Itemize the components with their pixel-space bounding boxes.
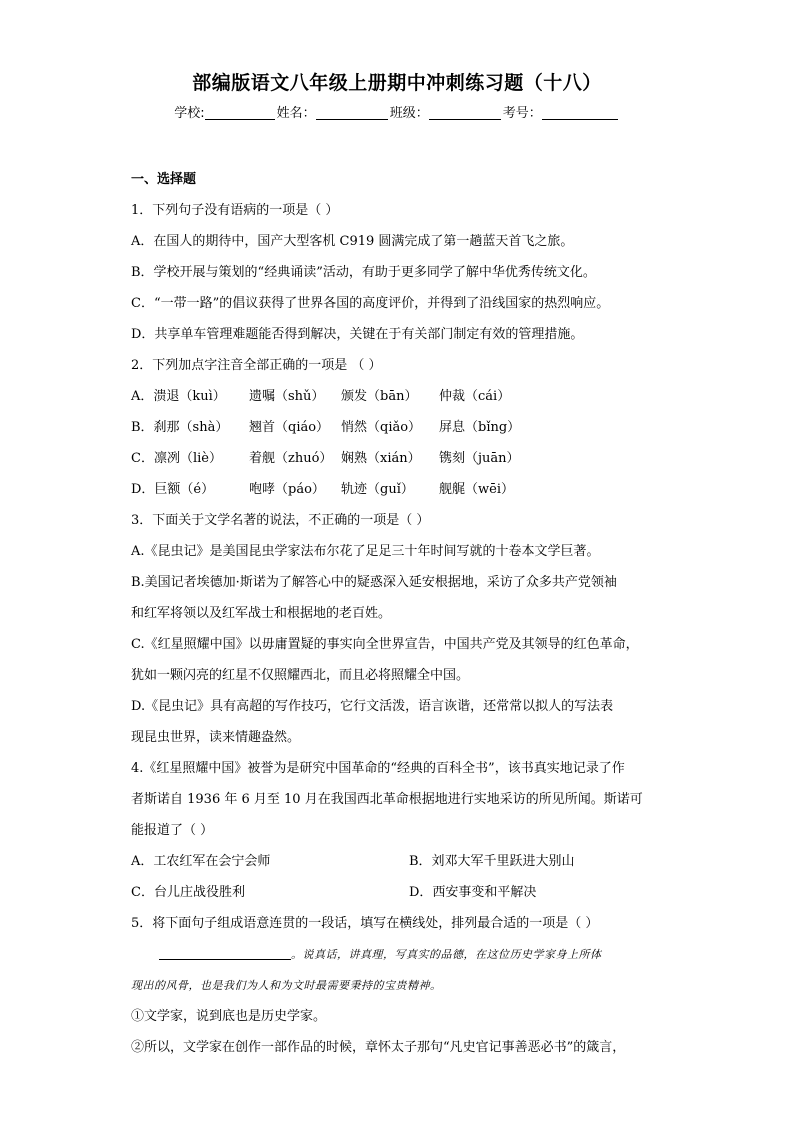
exam-no-blank (542, 105, 618, 120)
school-blank (205, 105, 275, 120)
q2-b-word-4: 屏息（bǐng） (439, 420, 521, 435)
page-title: 部编版语文八年级上册期中冲刺练习题（十八） (192, 72, 602, 94)
question-3-option-d-line-1: D.《昆虫记》具有高超的写作技巧，它行文活泼，语言诙谐，还常常以拟人的写法表 (131, 699, 614, 714)
question-5-sentence-2: ②所以，文学家在创作一部作品的时候，章怀太子那句“凡史官记事善恶必书”的箴言， (131, 1040, 626, 1055)
question-3-option-a: A.《昆虫记》是美国昆虫学家法布尔花了足足三十年时间写就的十卷本文学巨著。 (131, 544, 600, 559)
question-1-option-d: D．共享单车管理难题能否得到解决，关键在于有关部门制定有效的管理措施。 (131, 327, 584, 342)
question-4-stem-line-2: 者斯诺自 1936 年 6 月至 10 月在我国西北革命根据地进行实地采访的所见所闻。斯诺可 (131, 792, 643, 807)
q2-b-word-3: 悄然（qiǎo） (341, 420, 422, 435)
question-4-options-row-2 (131, 877, 671, 908)
class-label: 班级： (389, 106, 429, 121)
q2-d-word-1: D．巨额（é） (131, 482, 215, 497)
exam-content (131, 164, 671, 1063)
class-blank (429, 105, 501, 120)
question-3-stem: 3．下面关于文学名著的说法，不正确的一项是（ ） (131, 513, 430, 528)
q2-a-word-3: 颁发（bān） (341, 389, 418, 404)
question-5-passage-text-1: 。说真话，讲真理，写真实的品德，在这位历史学家身上所体 (291, 948, 602, 961)
question-3-option-b-line-1: B.美国记者埃德加·斯诺为了解答心中的疑惑深入延安根据地，采访了众多共产党领袖 (131, 575, 617, 590)
question-1-option-a: A．在国人的期待中，国产大型客机 C919 圆满完成了第一趟蓝天首飞之旅。 (131, 234, 574, 249)
q2-a-word-1: A．溃退（kuì） (131, 389, 226, 404)
question-4-option-a: A．工农红军在会宁会师 (131, 854, 271, 869)
question-3-option-c-line-1: C.《红星照耀中国》以毋庸置疑的事实向全世界宣告，中国共产党及其领导的红色革命， (131, 637, 639, 652)
question-5-sentence-1: ①文学家，说到底也是历史学家。 (131, 1009, 327, 1024)
student-info-line (0, 102, 794, 121)
question-1-stem: 1．下列句子没有语病的一项是（ ） (131, 203, 339, 218)
question-3-option-b-line-2: 和红军将领以及红军战士和根据地的老百姓。 (131, 606, 392, 621)
exam-no-label: 考号： (502, 106, 542, 121)
q2-c-word-1: C．凛冽（liè） (131, 451, 222, 466)
question-4-options-row-1 (131, 846, 671, 877)
question-4-stem-line-1: 4.《红星照耀中国》被誉为是研究中国革命的“经典的百科全书”，该书真实地记录了作 (131, 761, 625, 776)
q2-d-word-2: 咆哮（páo） (249, 482, 325, 497)
question-2-option-d (131, 474, 671, 505)
question-4-stem-line-3: 能报道了（ ） (131, 823, 214, 838)
question-5-passage-line-2: 现出的风骨，也是我们为人和为文时最需要秉持的宝贵精神。 (131, 979, 442, 992)
q2-a-word-4: 仲裁（cái） (439, 389, 511, 404)
q2-d-word-4: 舰艉（wēi） (439, 482, 514, 497)
question-4-option-c: C．台儿庄战役胜利 (131, 885, 245, 900)
section-heading: 一、选择题 (131, 172, 197, 187)
name-label: 姓名： (276, 106, 316, 121)
q2-b-word-2: 翘首（qiáo） (249, 420, 330, 435)
question-1-option-b: B．学校开展与策划的“经典诵读”活动，有助于更多同学了解中华优秀传统文化。 (131, 265, 596, 280)
q2-c-word-2: 着舰（zhuó） (249, 451, 333, 466)
q2-c-word-4: 镌刻（juān） (439, 451, 520, 466)
question-2-option-b (131, 412, 671, 443)
q2-c-word-3: 娴熟（xián） (341, 451, 421, 466)
question-3-option-c-line-2: 犹如一颗闪亮的红星不仅照耀西北，而且必将照耀全中国。 (131, 668, 470, 683)
question-2-stem: 2．下列加点字注音全部正确的一项是 （ ） (131, 358, 382, 373)
q2-d-word-3: 轨迹（guǐ） (341, 482, 414, 497)
question-5-passage-line-1 (131, 939, 671, 970)
question-2-option-c (131, 443, 671, 474)
question-1-option-c: C．“一带一路”的倡议获得了世界各国的高度评价，并得到了沿线国家的热烈响应。 (131, 296, 610, 311)
question-3-option-d-line-2: 现昆虫世界，读来情趣盎然。 (131, 730, 301, 745)
question-5-stem: 5．将下面句子组成语意连贯的一段话，填写在横线处，排列最合适的一项是（ ） (131, 916, 599, 931)
fill-in-blank (159, 945, 291, 960)
q2-b-word-1: B．刹那（shà） (131, 420, 229, 435)
q2-a-word-2: 遗嘱（shǔ） (249, 389, 325, 404)
question-2-option-a (131, 381, 671, 412)
question-4-option-d: D．西安事变和平解决 (409, 885, 537, 900)
school-label: 学校: (174, 106, 205, 121)
name-blank (316, 105, 388, 120)
question-4-option-b: B．刘邓大军千里跃进大别山 (409, 854, 575, 869)
